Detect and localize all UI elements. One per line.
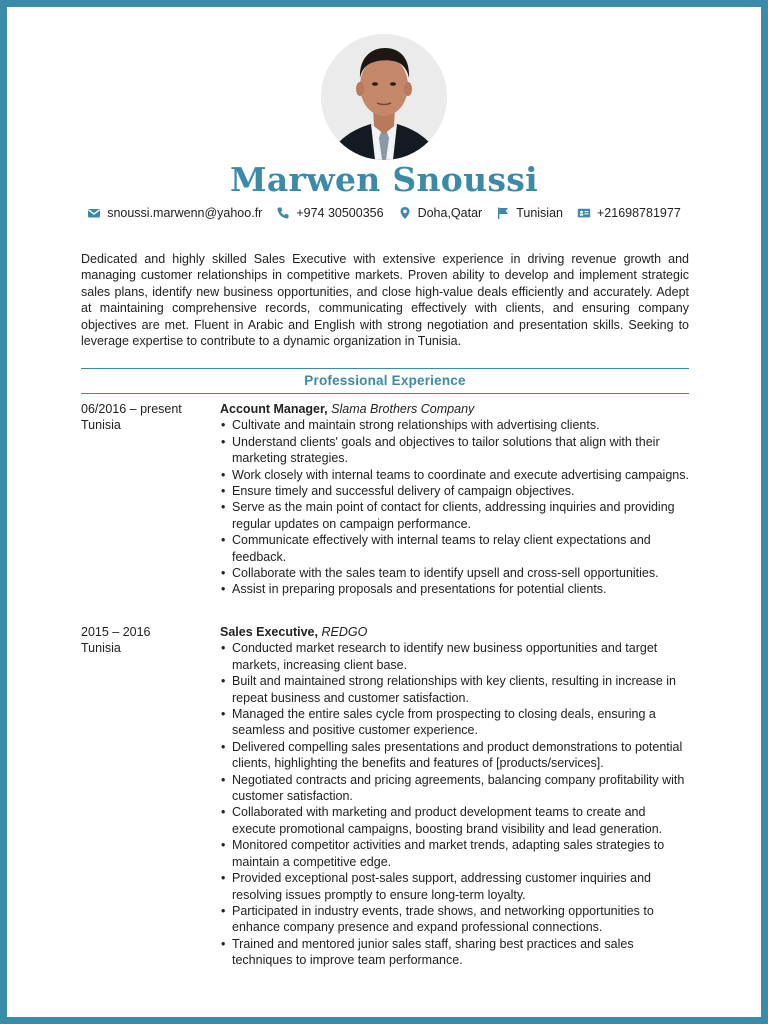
contact-nationality: [496, 206, 563, 220]
contact-email[interactable]: [87, 206, 262, 220]
job-heading: [220, 624, 689, 640]
envelope-icon: [87, 206, 101, 220]
contact-email-text: snoussi.marwenn@yahoo.fr: [107, 206, 263, 220]
list-item: • Delivered compelling sales presentations and product demonstrations to potential clients, highlighting the benefits and features of [products/services].: [220, 739, 689, 772]
profile-photo: [321, 34, 447, 160]
job-responsibilities: [220, 417, 689, 597]
profile-summary: Dedicated and highly skilled Sales Executive with extensive experience in driving revenue growth and managing customer relationships in competitive markets. Proven ability to develop and implement strategic sales plans, identify new business opportunities, and close high-value deals efficiently and accurately. Adept at maintaining comprehensive records, communicating effectively with clients, and ensuring company objectives are met. Fluent in Arabic and English with strong negotiation and presentation skills. Seeking to leverage expertise to contribute to a dynamic organization in Tunisia.: [81, 252, 689, 349]
flag-icon: [496, 206, 510, 220]
contact-nationality-text: Tunisian: [516, 206, 563, 220]
list-item: • Collaborated with marketing and product development teams to create and execute promotional campaigns, boosting brand visibility and lead generation.: [220, 804, 689, 837]
job-dates: 06/2016 – present: [81, 402, 182, 416]
list-item: • Trained and mentored junior sales staff, sharing best practices and sales techniques to improve team performance.: [220, 936, 689, 969]
contact-phone[interactable]: [276, 206, 383, 220]
id-card-icon: [577, 206, 591, 220]
contact-location-text: Doha,Qatar: [417, 206, 483, 220]
contact-bar: [7, 206, 761, 220]
job-location: Tunisia: [81, 418, 121, 433]
job-details: [220, 401, 689, 598]
list-item: • Cultivate and maintain strong relationships with advertising clients.: [220, 417, 689, 433]
list-item: • Managed the entire sales cycle from prospecting to closing deals, ensuring a seamless and positive customer experience.: [220, 706, 689, 739]
contact-id-text: +21698781977: [597, 206, 681, 220]
job-dates: 2015 – 2016: [81, 625, 151, 639]
list-item: • Built and maintained strong relationships with key clients, resulting in increase in repeat business and customer satisfaction.: [220, 673, 689, 706]
job-meta: [81, 624, 211, 657]
job-heading: [220, 401, 689, 417]
job-meta: [81, 401, 211, 434]
list-item: • Participated in industry events, trade shows, and networking opportunities to enhance company presence and expand professional connections.: [220, 903, 689, 936]
list-item: • Collaborate with the sales team to identify upsell and cross-sell opportunities.: [220, 565, 689, 581]
phone-icon: [276, 206, 290, 220]
job-details: [220, 624, 689, 969]
contact-phone-text: +974 30500356: [296, 206, 384, 220]
list-item: • Provided exceptional post-sales support, addressing customer inquiries and resolving issues promptly to ensure long-term loyalty.: [220, 870, 689, 903]
job-responsibilities: [220, 640, 689, 968]
job-title: Account Manager,: [220, 402, 328, 416]
list-item: • Communicate effectively with internal teams to relay client expectations and feedback.: [220, 532, 689, 565]
list-item: • Understand clients' goals and objectives to tailor solutions that align with their marketing strategies.: [220, 434, 689, 467]
list-item: • Serve as the main point of contact for clients, addressing inquiries and providing regular updates on campaign performance.: [220, 499, 689, 532]
candidate-name: Marwen Snoussi: [230, 160, 538, 199]
list-item: • Ensure timely and successful delivery of campaign objectives.: [220, 483, 689, 499]
section-heading-experience: Professional Experience: [81, 368, 689, 394]
list-item: • Negotiated contracts and pricing agreements, balancing company profitability with customer satisfaction.: [220, 772, 689, 805]
list-item: • Assist in preparing proposals and presentations for potential clients.: [220, 581, 689, 597]
contact-id: [577, 206, 681, 220]
job-company: REDGO: [321, 625, 368, 639]
job-company: Slama Brothers Company: [331, 402, 475, 416]
portrait-image: [321, 34, 447, 160]
list-item: • Conducted market research to identify new business opportunities and target markets, increasing client base.: [220, 640, 689, 673]
list-item: • Work closely with internal teams to coordinate and execute advertising campaigns.: [220, 467, 689, 483]
job-title: Sales Executive,: [220, 625, 318, 639]
job-location: Tunisia: [81, 641, 121, 656]
contact-location: [398, 206, 483, 220]
location-pin-icon: [398, 206, 412, 220]
list-item: • Monitored competitor activities and market trends, adapting sales strategies to maintain a competitive edge.: [220, 837, 689, 870]
